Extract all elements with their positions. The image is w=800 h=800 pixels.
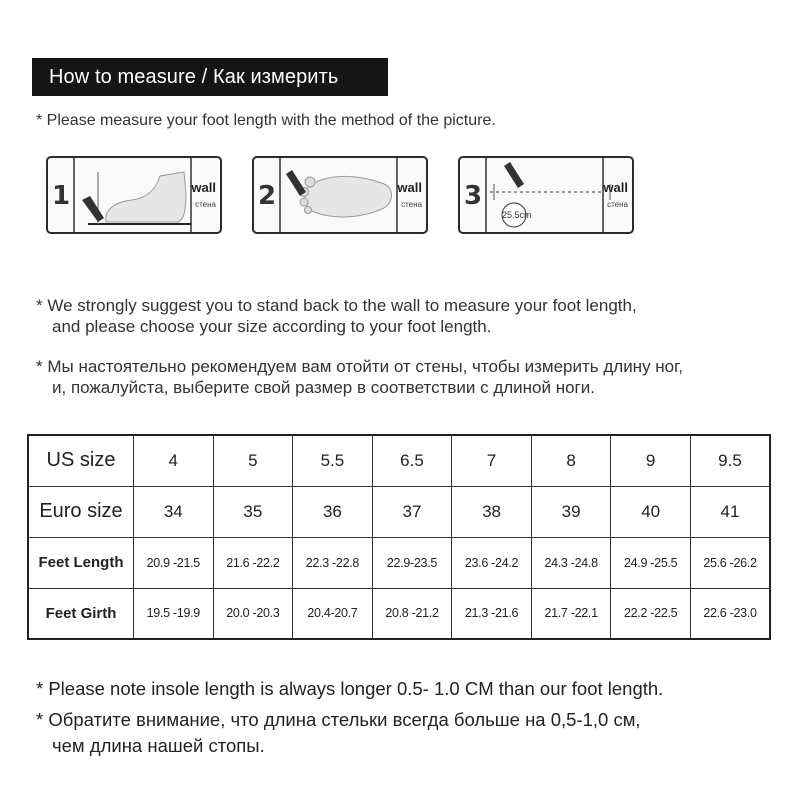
advice-ru-line-1: * Мы настоятельно рекомендуем вам отойти от стены, чтобы измерить длину ног, (36, 357, 683, 376)
note-ru-line-2: чем длина нашей стопы. (52, 735, 265, 756)
row-label: US size (28, 435, 134, 486)
table-cell: 20.0 -20.3 (213, 588, 293, 639)
step-3-illustration (458, 156, 634, 234)
table-cell: 22.6 -23.0 (690, 588, 770, 639)
table-cell: 36 (293, 486, 373, 537)
wall-label: wall (397, 180, 422, 195)
table-cell: 41 (690, 486, 770, 537)
table-cell: 7 (452, 435, 532, 486)
table-row-us-size (28, 435, 770, 486)
step-number: 3 (463, 181, 483, 211)
note-en: * Please note insole length is always longer 0.5- 1.0 CM than our foot length. (36, 678, 664, 699)
advice-en-line-1: * We strongly suggest you to stand back to the wall to measure your foot length, (36, 296, 637, 315)
advice-en-line-2: and please choose your size according to your foot length. (52, 317, 492, 336)
table-cell: 19.5 -19.9 (134, 588, 214, 639)
note-ru-line-1: * Обратите внимание, что длина стельки всегда больше на 0,5-1,0 см, (36, 709, 641, 730)
table-cell: 9 (611, 435, 691, 486)
table-cell: 23.6 -24.2 (452, 537, 532, 588)
table-cell: 38 (452, 486, 532, 537)
row-label: Feet Length (28, 537, 134, 588)
step-number: 2 (257, 181, 277, 211)
table-row-feet-girth (28, 588, 770, 639)
table-cell: 39 (531, 486, 611, 537)
table-cell: 20.4-20.7 (293, 588, 373, 639)
table-cell: 20.9 -21.5 (134, 537, 214, 588)
advice-ru-line-2: и, пожалуйста, выберите свой размер в соответствии с длиной ноги. (52, 378, 595, 397)
table-cell: 40 (611, 486, 691, 537)
row-label: Feet Girth (28, 588, 134, 639)
wall-label: wall (191, 180, 216, 195)
wall-label-ru: стена (195, 200, 216, 209)
table-cell: 5 (213, 435, 293, 486)
table-cell: 4 (134, 435, 214, 486)
table-cell: 25.6 -26.2 (690, 537, 770, 588)
table-cell: 34 (134, 486, 214, 537)
intro-text: * Please measure your foot length with the method of the picture. (36, 112, 496, 129)
table-cell: 21.7 -22.1 (531, 588, 611, 639)
table-cell: 22.9-23.5 (372, 537, 452, 588)
table-cell: 21.6 -22.2 (213, 537, 293, 588)
table-cell: 21.3 -21.6 (452, 588, 532, 639)
banner-title: How to measure / Как измерить (49, 65, 339, 88)
step-1-illustration (46, 156, 222, 234)
table-cell: 22.2 -22.5 (611, 588, 691, 639)
how-to-measure-banner (32, 58, 388, 96)
ruler-measure-icon (460, 158, 634, 234)
table-cell: 6.5 (372, 435, 452, 486)
wall-label-ru: стена (607, 200, 628, 209)
table-cell: 20.8 -21.2 (372, 588, 452, 639)
wall-label-ru: стена (401, 200, 422, 209)
row-label: Euro size (28, 486, 134, 537)
foot-side-view-icon (48, 158, 222, 234)
table-cell: 24.9 -25.5 (611, 537, 691, 588)
step-number: 1 (51, 181, 71, 211)
table-cell: 35 (213, 486, 293, 537)
table-cell: 22.3 -22.8 (293, 537, 373, 588)
measurement-label: 25.5cm (502, 210, 532, 220)
table-cell: 8 (531, 435, 611, 486)
wall-label: wall (603, 180, 628, 195)
table-cell: 24.3 -24.8 (531, 537, 611, 588)
table-cell: 37 (372, 486, 452, 537)
table-cell: 9.5 (690, 435, 770, 486)
foot-top-view-icon (254, 158, 428, 234)
table-cell: 5.5 (293, 435, 373, 486)
table-row-feet-length (28, 537, 770, 588)
size-chart-table (27, 434, 771, 640)
table-row-euro-size (28, 486, 770, 537)
step-2-illustration (252, 156, 428, 234)
